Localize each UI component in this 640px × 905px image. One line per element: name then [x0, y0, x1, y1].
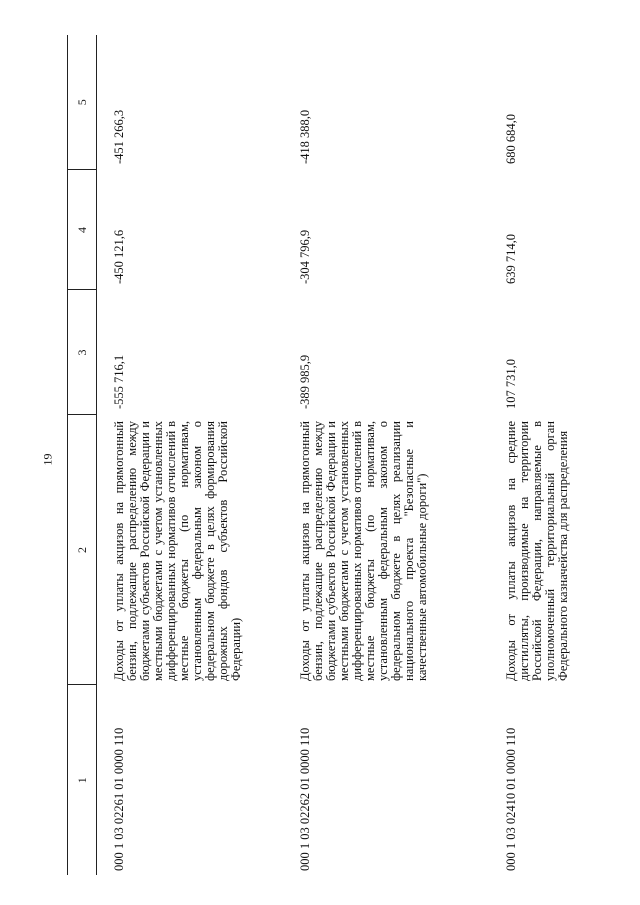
row-description: Доходы от уплаты акцизов на средние дистилляты, производимые на территории Российской Федерации, направляемые в уполномоченный территориальный орган Федерального казначейства для распределения	[504, 421, 570, 681]
header-col-5: 5	[68, 35, 97, 170]
table-row	[283, 35, 489, 875]
header-col-4: 4	[68, 170, 97, 290]
row-value-col3: -389 985,9	[298, 354, 312, 409]
row-value-col4: -450 121,6	[112, 229, 126, 284]
header-col-1: 1	[68, 685, 97, 875]
row-code: 000 1 03 02262 01 0000 110	[298, 727, 312, 871]
row-value-col3: 107 731,0	[504, 359, 518, 409]
row-value-col4: 639 714,0	[504, 234, 518, 284]
budget-table	[67, 35, 585, 875]
row-value-col5: -418 388,0	[298, 109, 312, 164]
page-number: 19	[40, 453, 55, 466]
table-row	[97, 35, 284, 875]
table-header-row	[68, 35, 97, 875]
row-value-col3: -555 716,1	[112, 354, 126, 409]
header-col-2: 2	[68, 415, 97, 685]
header-col-3: 3	[68, 290, 97, 415]
row-code: 000 1 03 02261 01 0000 110	[112, 727, 126, 871]
row-description: Доходы от уплаты акцизов на прямогонный бензин, подлежащие распределению между бюджетами субъектов Российской Федерации и местными бюджетами с учетом установленных дифференцированных нормативов отчислений в местные бюджеты (по нормативам, установленным федеральным законом о федеральном бюджете в целях формирования дорожных фондов субъектов Российской Федерации)	[112, 421, 243, 681]
row-value-col4: -304 796,9	[298, 229, 312, 284]
table-row	[489, 35, 585, 875]
rotated-table-container	[67, 35, 607, 875]
row-value-col5: 680 684,0	[504, 114, 518, 164]
row-description: Доходы от уплаты акцизов на прямогонный бензин, подлежащие распределению между бюджетами субъектов Российской Федерации и местными бюджетами с учетом установленных дифференцированных нормативов отчислений в местные бюджеты (по нормативам, установленным федеральным законом о федеральном бюджете в целях реализации национального проекта "Безопасные и качественные автомобильные дороги")	[298, 421, 429, 681]
row-value-col5: -451 266,3	[112, 109, 126, 164]
row-code: 000 1 03 02410 01 0000 110	[504, 727, 518, 871]
